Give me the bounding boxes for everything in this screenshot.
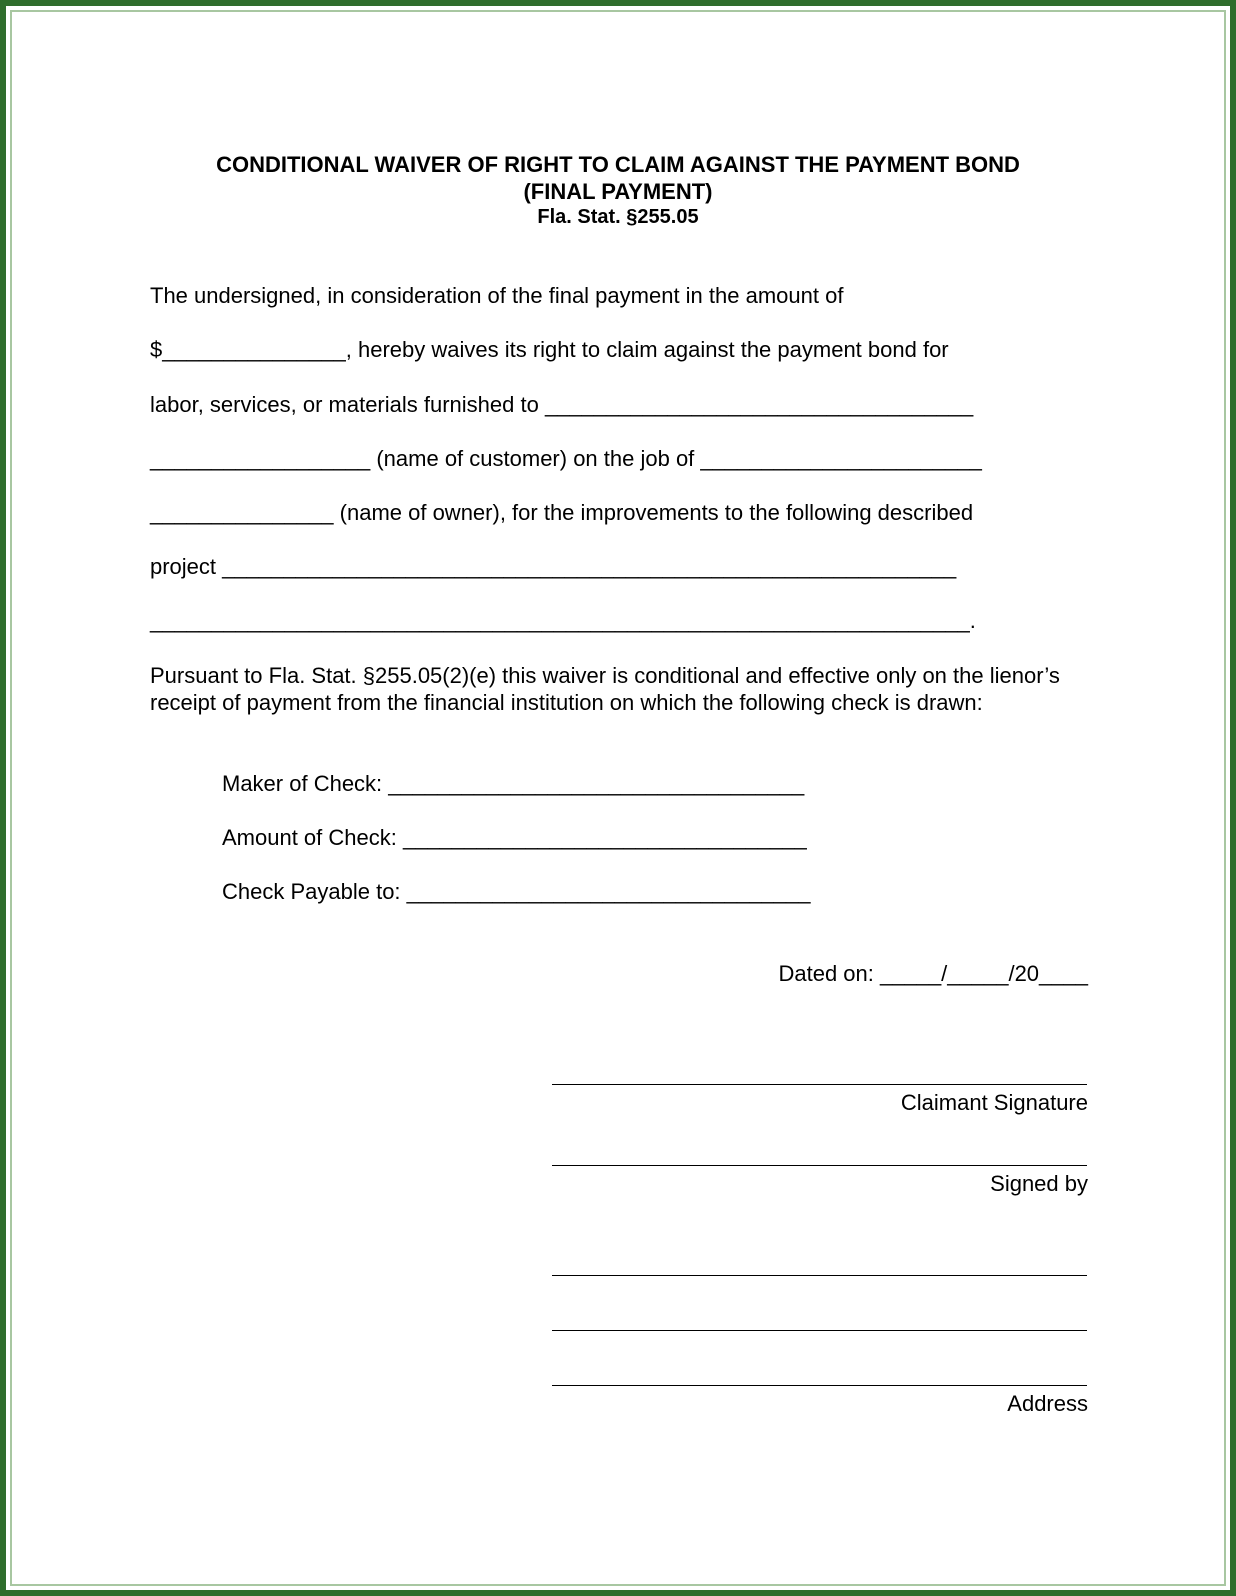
body-line-7: ___________________________________________________________________.	[150, 608, 976, 633]
pursuant-paragraph: Pursuant to Fla. Stat. §255.05(2)(e) this waiver is conditional and effective only on the lienor’s receipt of payment from the financial institution on which the following check is drawn:	[150, 663, 1060, 715]
dated-on-field: Dated on: _____/_____/20____	[778, 961, 1088, 986]
address-line-3	[552, 1385, 1087, 1386]
document-title: CONDITIONAL WAIVER OF RIGHT TO CLAIM AGAINST THE PAYMENT BOND	[216, 152, 1020, 177]
body-line-1: The undersigned, in consideration of the final payment in the amount of	[150, 283, 844, 308]
document-subtitle: (FINAL PAYMENT)	[523, 179, 713, 204]
claimant-signature-line	[552, 1084, 1087, 1085]
body-line-6: project ____________________________________________________________	[150, 554, 957, 579]
maker-of-check-field: Maker of Check: __________________________________	[222, 771, 805, 796]
body-line-5: _______________ (name of owner), for the improvements to the following described	[150, 500, 974, 525]
address-line-2	[552, 1330, 1087, 1331]
statute-reference: Fla. Stat. §255.05	[537, 206, 699, 228]
body-line-4: __________________ (name of customer) on the job of _______________________	[150, 446, 982, 471]
signed-by-label: Signed by	[990, 1171, 1088, 1196]
signed-by-line	[552, 1165, 1087, 1166]
amount-of-check-field: Amount of Check: _________________________________	[222, 825, 807, 850]
body-line-2: $_______________, hereby waives its right to claim against the payment bond for	[150, 337, 949, 362]
body-line-3: labor, services, or materials furnished to ___________________________________	[150, 392, 974, 417]
address-label: Address	[1007, 1391, 1088, 1416]
check-payable-to-field: Check Payable to: _________________________________	[222, 879, 811, 904]
address-line-1	[552, 1275, 1087, 1276]
claimant-signature-label: Claimant Signature	[900, 1090, 1088, 1115]
